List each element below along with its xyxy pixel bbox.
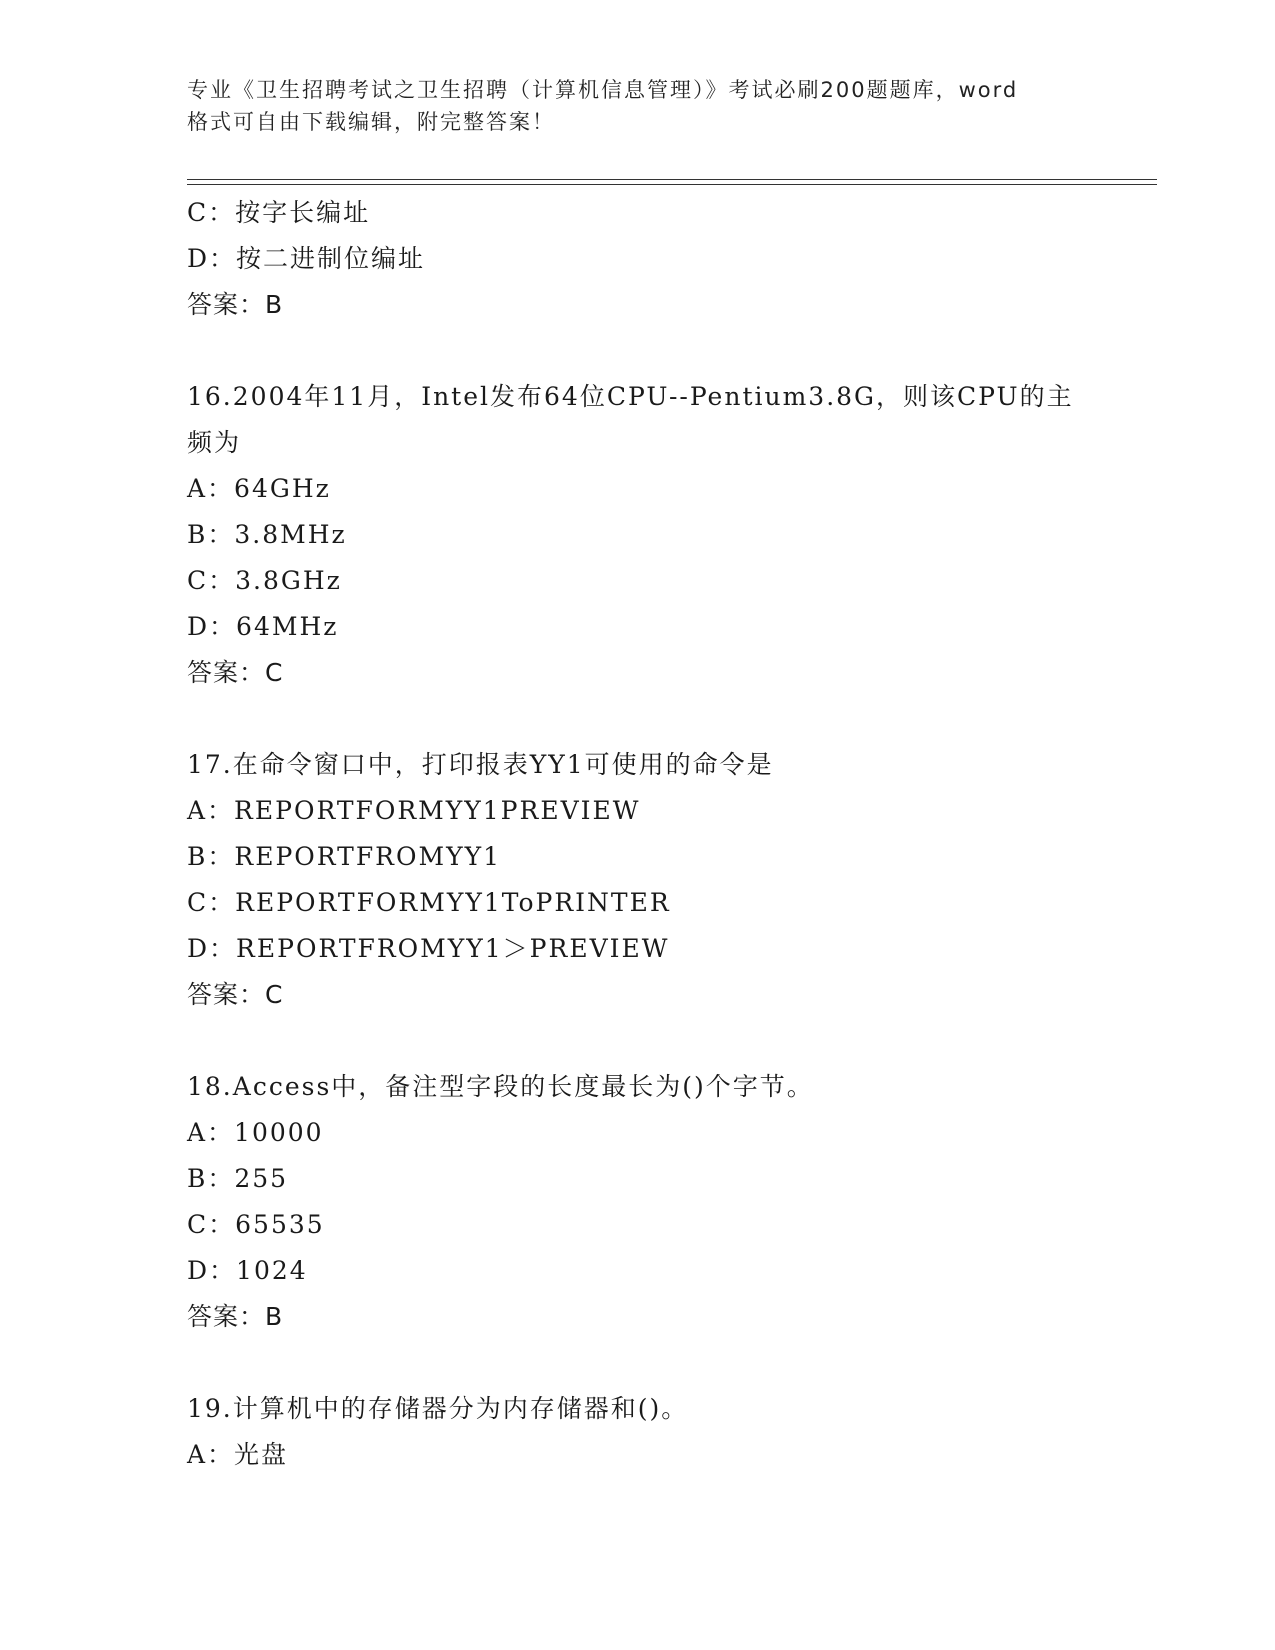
spacer — [187, 696, 1127, 742]
option-a: A：REPORTFORMYY1PREVIEW — [187, 796, 641, 825]
spacer — [187, 1340, 1127, 1386]
option-a: A：10000 — [187, 1118, 324, 1147]
option-a: A：64GHz — [187, 474, 331, 503]
answer: 答案：C — [187, 658, 284, 687]
question-stem: 17.在命令窗口中，打印报表YY1可使用的命令是 — [187, 750, 774, 779]
question-list — [187, 190, 1127, 1478]
question-stem: 18.Access中，备注型字段的长度最长为()个字节。 — [187, 1072, 814, 1101]
answer: 答案：B — [187, 1302, 284, 1331]
header-line-1: 专业《卫生招聘考试之卫生招聘（计算机信息管理）》考试必刷200题题库，word — [187, 78, 1019, 102]
header-divider-bottom — [187, 184, 1157, 185]
option-c: C：3.8GHz — [187, 566, 342, 595]
option-c: C：REPORTFORMYY1ToPRINTER — [187, 888, 671, 917]
document-header — [187, 74, 1087, 138]
question-18 — [187, 1064, 1127, 1340]
question-19 — [187, 1386, 1127, 1478]
option-b: B：REPORTFROMYY1 — [187, 842, 501, 871]
option-c: C：按字长编址 — [187, 198, 371, 227]
spacer — [187, 328, 1127, 374]
question-15-tail — [187, 190, 1127, 328]
header-divider-top — [187, 179, 1157, 180]
option-b: B：3.8MHz — [187, 520, 347, 549]
option-d: D：1024 — [187, 1256, 308, 1285]
question-stem: 16.2004年11月，Intel发布64位CPU--Pentium3.8G，则该CPU的主 — [187, 382, 1074, 411]
option-b: B：255 — [187, 1164, 289, 1193]
option-d: D：按二进制位编址 — [187, 244, 426, 273]
header-line-2: 格式可自由下载编辑，附完整答案！ — [187, 110, 555, 134]
question-17 — [187, 742, 1127, 1018]
option-c: C：65535 — [187, 1210, 325, 1239]
option-d: D：REPORTFROMYY1＞PREVIEW — [187, 934, 670, 963]
spacer — [187, 1018, 1127, 1064]
question-stem: 19.计算机中的存储器分为内存储器和()。 — [187, 1394, 689, 1423]
answer: 答案：B — [187, 290, 284, 319]
option-a: A：光盘 — [187, 1440, 289, 1469]
option-d: D：64MHz — [187, 612, 339, 641]
answer: 答案：C — [187, 980, 284, 1009]
question-16 — [187, 374, 1127, 696]
question-stem-continued: 频为 — [187, 428, 242, 457]
